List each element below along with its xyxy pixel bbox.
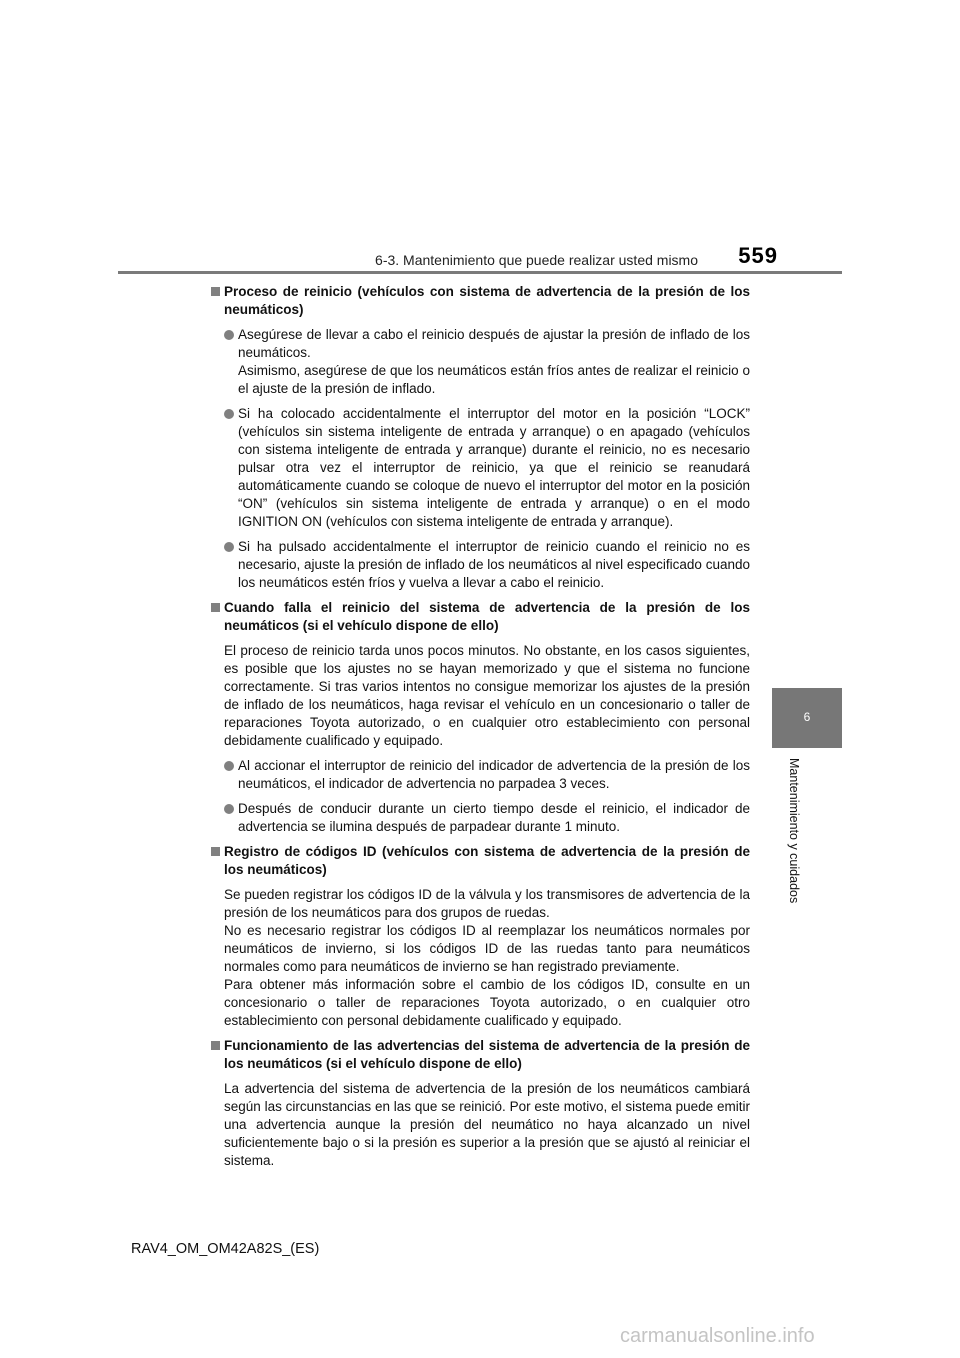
bullet-text: Al accionar el interruptor de reinicio del indicador de advertencia de la presión de los neumáticos, el indicador de advertencia no parpadea 3 veces.	[238, 758, 750, 791]
section-heading	[210, 843, 750, 879]
watermark: carmanualsonline.info	[620, 1325, 815, 1347]
bullet-text: Asegúrese de llevar a cabo el reinicio después de ajustar la presión de inflado de los neumáticos. Asimismo, asegúrese de que los neumáticos están fríos antes de realizar el reinicio o el ajuste de la presión de inflado.	[238, 327, 750, 396]
page-number: 559	[738, 243, 778, 268]
circle-bullet-icon	[224, 761, 234, 771]
circle-bullet-icon	[224, 804, 234, 814]
list-item	[210, 800, 750, 836]
heading-text: Proceso de reinicio (vehículos con sistema de advertencia de la presión de los neumáticos)	[224, 284, 750, 317]
page-content	[210, 283, 750, 1177]
section-paragraph: El proceso de reinicio tarda unos pocos minutos. No obstante, en los casos siguientes, es posible que los ajustes no se hayan memorizado y que el sistema no funcione correctamente. Si tras varios intentos no consigue memorizar los ajustes de la presión de inflado de los neumáticos, haga revisar el vehículo en un concesionario o taller de reparaciones Toyota autorizado, o en cualquier otro establecimiento con personal debidamente cualificado y equipado.	[224, 643, 750, 748]
circle-bullet-icon	[224, 542, 234, 552]
bullet-text: Después de conducir durante un cierto tiempo desde el reinicio, el indicador de advertencia se ilumina después de parpadear durante 1 minuto.	[238, 801, 750, 834]
chapter-tab	[772, 688, 842, 748]
bullet-text: Si ha colocado accidentalmente el interruptor del motor en la posición “LOCK” (vehículos sin sistema inteligente de entrada y arranque) o en apagado (vehículos con sistema inteligente de entrada y arranque) durante el reinicio, no es necesario pulsar otra vez el interruptor de reinicio, ya que el reinicio se reanudará automáticamente cuando se coloque de nuevo el interruptor del motor en la posición “ON” (vehículos sin sistema inteligente de entrada y arranque) o en el modo IGNITION ON (vehículos con sistema inteligente de entrada y arranque).	[238, 406, 750, 529]
heading-text: Cuando falla el reinicio del sistema de advertencia de la presión de los neumáticos (si el vehículo dispone de ello)	[224, 600, 750, 633]
section-paragraph: La advertencia del sistema de advertencia de la presión de los neumáticos cambiará según las circunstancias en las que se reinició. Por este motivo, el sistema puede emitir una advertencia aunque la presión del neumático no haya alcanzado un nivel suficientemente bajo o si la presión es superior a la presión que se ajustó al reiniciar el sistema.	[224, 1081, 750, 1168]
chapter-label: Mantenimiento y cuidados	[787, 758, 801, 904]
square-bullet-icon	[211, 847, 220, 856]
section-title: 6-3. Mantenimiento que puede realizar usted mismo	[375, 252, 698, 268]
square-bullet-icon	[211, 287, 220, 296]
heading-text: Funcionamiento de las advertencias del sistema de advertencia de la presión de los neumáticos (si el vehículo dispone de ello)	[224, 1038, 750, 1071]
section-paragraph: Se pueden registrar los códigos ID de la válvula y los transmisores de advertencia de la presión de los neumáticos para dos grupos de ruedas. No es necesario registrar los códigos ID al reemplazar los neumáticos normales por neumáticos de invierno, si los códigos ID de las ruedas tanto para neumáticos normales como para neumáticos de invierno se han registrado previamente. Para obtener más información sobre el cambio de los códigos ID, consulte en un concesionario o taller de reparaciones Toyota autorizado, o en cualquier otro establecimiento con personal debidamente cualificado y equipado.	[224, 887, 750, 1028]
circle-bullet-icon	[224, 409, 234, 419]
heading-text: Registro de códigos ID (vehículos con sistema de advertencia de la presión de los neumáticos)	[224, 844, 750, 877]
section-heading	[210, 283, 750, 319]
square-bullet-icon	[211, 603, 220, 612]
bullet-text: Si ha pulsado accidentalmente el interruptor de reinicio cuando el reinicio no es necesario, ajuste la presión de inflado de los neumáticos al nivel especificado cuando los neumáticos estén fríos y vuelva a llevar a cabo el reinicio.	[238, 539, 750, 590]
chapter-number: 6	[803, 710, 811, 724]
list-item	[210, 326, 750, 398]
section-heading	[210, 1037, 750, 1073]
list-item	[210, 405, 750, 531]
circle-bullet-icon	[224, 330, 234, 340]
list-item	[210, 538, 750, 592]
document-code: RAV4_OM_OM42A82S_(ES)	[131, 1241, 320, 1257]
square-bullet-icon	[211, 1041, 220, 1050]
section-heading	[210, 599, 750, 635]
header-divider	[118, 271, 842, 274]
list-item	[210, 757, 750, 793]
